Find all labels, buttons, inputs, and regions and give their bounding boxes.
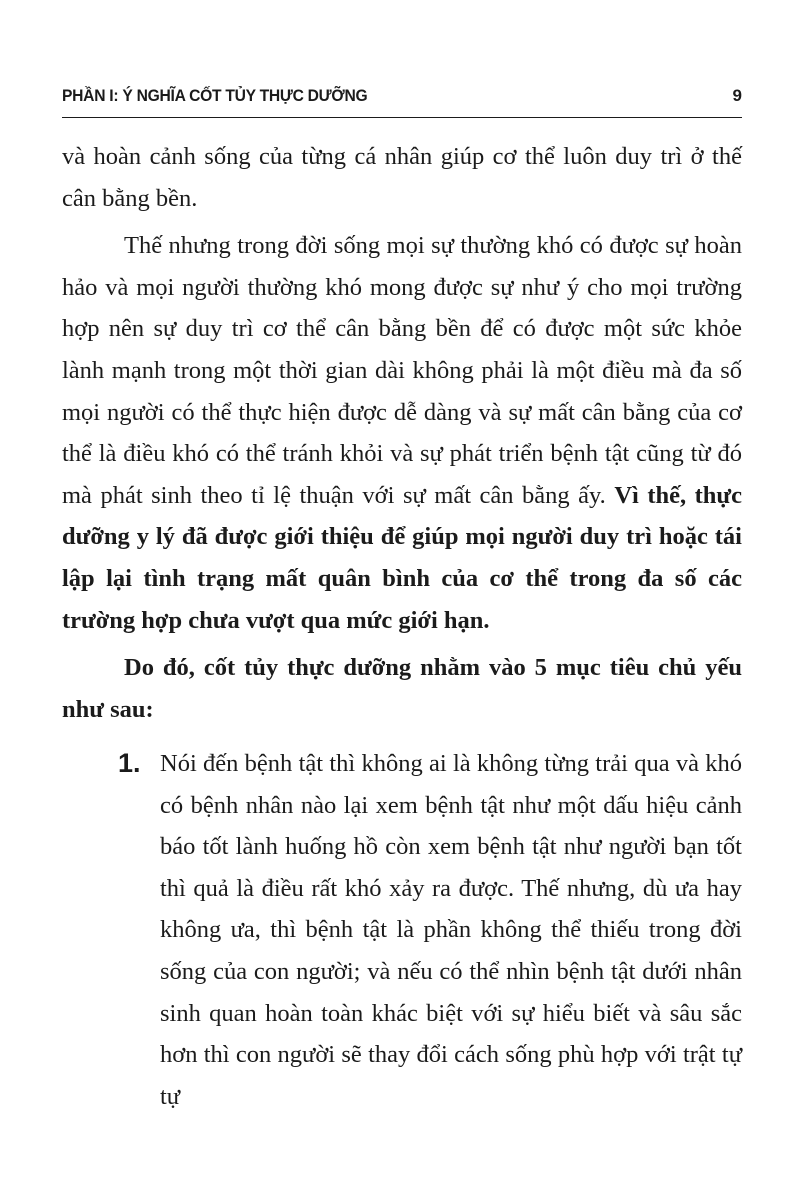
paragraph-continuation: và hoàn cảnh sống của từng cá nhân giúp cơ thể luôn duy trì ở thế cân bằng bền. xyxy=(62,143,742,212)
list-intro: Do đó, cốt tủy thực dưỡng nhằm vào 5 mục tiêu chủ yếu như sau: xyxy=(62,654,742,723)
list-item xyxy=(62,743,742,1117)
running-head-title: PHẦN I: Ý NGHĨA CỐT TỦY THỰC DƯỠNG xyxy=(62,86,368,105)
paragraph-main-bold: Vì thế, thực dưỡng y lý đã được giới thiệu để giúp mọi người duy trì hoặc tái lập lại tình trạng mất quân bình của cơ thể trong đa số các trường hợp chưa vượt qua mức giới hạn. xyxy=(62,481,742,634)
objectives-list xyxy=(62,743,742,1117)
paragraph-main-regular: Thế nhưng trong đời sống mọi sự thường khó có được sự hoàn hảo và mọi người thường khó mong được sự như ý cho mọi trường hợp nên sự duy trì cơ thể cân bằng bền để có được một sức khỏe lành mạnh trong một thời gian dài không phải là một điều mà đa số mọi người có thể thực hiện được dễ dàng và sự mất cân bằng của cơ thể là điều khó có thể tránh khỏi và sự phát triển bệnh tật cũng từ đó mà phát sinh theo tỉ lệ thuận với sự mất cân bằng ấy. xyxy=(62,232,742,509)
running-head xyxy=(62,86,742,114)
header-rule xyxy=(62,117,742,118)
paragraph-main xyxy=(62,225,742,641)
list-item-text: Nói đến bệnh tật thì không ai là không từng trải qua và khó có bệnh nhân nào lại xem bệnh tật như một dấu hiệu cảnh báo tốt lành huống hồ còn xem bệnh tật như người bạn tốt thì quả là điều rất khó xảy ra được. Thế nhưng, dù ưa hay không ưa, thì bệnh tật là phần không thể thiếu trong đời sống của con người; và nếu có thể nhìn bệnh tật dưới nhân sinh quan hoàn toàn khác biệt với sự hiểu biết và sâu sắc hơn thì con người sẽ thay đổi cách sống phù hợp với trật tự tự xyxy=(160,750,742,1110)
body-text xyxy=(62,136,742,738)
list-item-marker: 1. xyxy=(118,748,141,778)
page-number: 9 xyxy=(732,86,742,105)
